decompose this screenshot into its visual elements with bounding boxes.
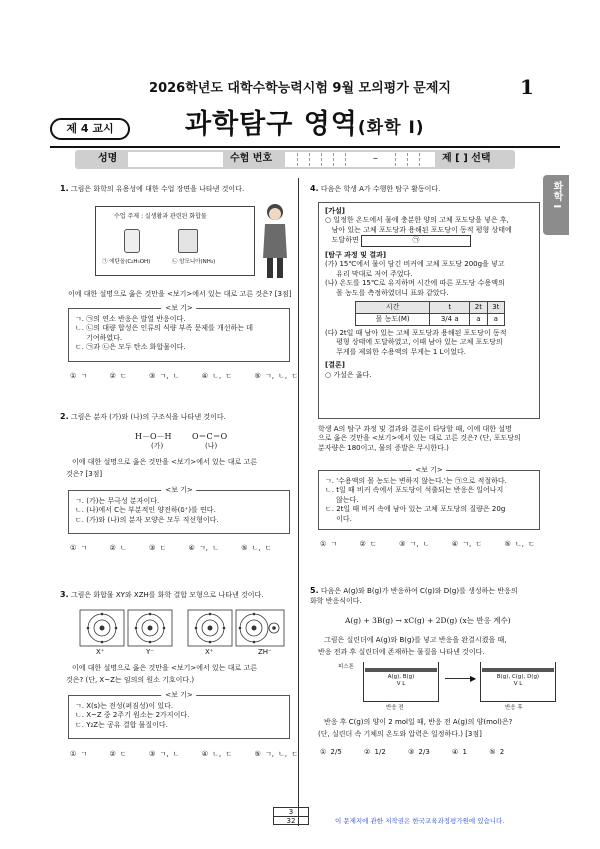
q2-choice[interactable]: ③ ㄷ <box>149 544 167 552</box>
q5-after-content: B(g), C(g), D(g) <box>496 674 540 680</box>
page-count-box <box>273 807 309 825</box>
q5-prompt-1: 반응 후 C(g)의 양이 2 mol일 때, 반응 전 A(g)의 양(mol)은? <box>324 718 513 726</box>
q1-bogi-box <box>68 304 290 362</box>
q4-table-head: 시간 <box>356 301 430 313</box>
q2-text: 그림은 분자 (가)와 (나)의 구조식을 나타낸 것이다. <box>70 413 226 421</box>
column-divider <box>298 178 299 826</box>
q4-hyp-line-3: 도달하면 <box>325 236 359 245</box>
q4-number: 4. <box>310 184 319 193</box>
q2-bogi-box <box>68 486 290 534</box>
q5-number: 5. <box>310 586 319 595</box>
q5-choice[interactable]: ⑤ 2 <box>489 748 505 756</box>
title-rule <box>50 146 560 148</box>
id-cell <box>419 153 429 166</box>
q2-choice[interactable]: ① ㄱ <box>70 544 88 552</box>
q4-concl: ○ 가설은 옳다. <box>325 370 372 379</box>
q4-hyp-line: ○ 일정한 온도에서 물에 충분한 양의 고체 포도당을 넣은 후, <box>325 216 509 225</box>
q4-choice[interactable]: ⑤ ㄴ, ㄷ <box>504 540 535 548</box>
q2-label-b: (나) <box>205 442 218 450</box>
q4-hyp-blank: ㉠ <box>361 235 471 246</box>
q5-desc-2: 반응 전과 후 실린더에 존재하는 물질을 나타낸 것이다. <box>318 648 485 656</box>
q4-proc-head: [탐구 과정 및 결과] <box>325 250 387 259</box>
q4-proc-line: 몰 농도를 측정하였더니 표와 같았다. <box>325 288 449 297</box>
copyright-notice: 이 문제지에 관한 저작권은 한국교육과정평가원에 있습니다. <box>335 817 505 825</box>
q4-table-head: t <box>430 301 470 313</box>
name-label: 성명 <box>98 153 118 164</box>
subject-title <box>185 107 425 143</box>
id-cell <box>309 153 319 166</box>
q5-choice[interactable]: ② 1/2 <box>364 748 386 756</box>
q3-ion-label: ZH⁻ <box>258 648 272 656</box>
q2-choice[interactable]: ② ㄴ <box>109 544 127 552</box>
exam-title: 2026학년도 대학수학능력시험 9월 모의평가 문제지 <box>149 81 451 96</box>
q5-after-label: 반응 후 <box>505 705 523 711</box>
q3-bogi-box <box>68 691 290 739</box>
q3-number: 3. <box>60 590 69 599</box>
q4-table-head: 3t <box>487 301 504 313</box>
id-label: 수험 번호 <box>230 153 273 164</box>
q5-text-1: 다음은 A(g)와 B(g)가 반응하여 C(g)와 D(g)를 생성하는 반응의 <box>320 587 518 595</box>
q4-inquiry-box <box>318 202 540 419</box>
q1-fig-item-a: ㉠ 에탄올(C₂H₅OH) <box>102 259 151 265</box>
q5-cylinder-before <box>363 662 439 702</box>
q5-before-content: A(g), B(g) <box>387 674 415 680</box>
q5-desc-1: 그림은 실린더에 A(g)와 B(g)를 넣고 반응을 완결시켰을 때, <box>324 636 507 644</box>
q1-number: 1. <box>60 184 69 193</box>
q4-proc-line: (나) 온도를 15℃로 유지하며 시간에 따른 포도당 수용액의 <box>325 279 505 288</box>
q1-fig-item-b: ㉡ 암모니아(NH₃) <box>172 259 216 265</box>
question-1 <box>60 184 290 195</box>
subject-sub: (화학 I) <box>357 118 425 138</box>
q5-cylinder-after <box>480 662 556 702</box>
id-cell <box>297 153 307 166</box>
q3-choice[interactable]: ⑤ ㄱ, ㄴ, ㄷ <box>254 750 299 758</box>
q4-table <box>355 301 505 326</box>
q2-choice[interactable]: ⑤ ㄴ, ㄷ <box>241 544 272 552</box>
q4-bogi-item: ㄱ. '수용액의 몰 농도는 변하지 않는다.'는 ㉠으로 적절하다. <box>325 477 507 485</box>
q4-choice[interactable]: ④ ㄱ, ㄷ <box>451 540 483 548</box>
q4-prompt-line: 으로 옳은 것만을 <보기>에서 있는 대로 고른 것은? (단, 포도당의 <box>318 434 521 443</box>
q2-label-a: (가) <box>151 442 164 450</box>
q1-text: 그림은 화학의 유용성에 대한 수업 장면을 나타낸 것이다. <box>70 185 245 193</box>
q5-choice[interactable]: ④ 1 <box>452 748 468 756</box>
q2-choices <box>70 544 290 553</box>
id-dash: – <box>373 153 378 164</box>
q4-bogi-box <box>318 466 540 530</box>
q4-concl-head: [결론] <box>325 361 345 370</box>
q3-bogi-title: <보 기> <box>161 691 196 700</box>
q1-figure <box>95 206 255 276</box>
q5-prompt-2: (단, 실린더 속 기체의 온도와 압력은 일정하다.) [3점] <box>318 730 482 738</box>
q4-prompt-line: 분자량은 180이고, 물의 증발은 무시한다.) <box>318 443 449 452</box>
q4-prompt-line: 학생 A의 탐구 과정 및 결과와 결론이 타당할 때, 이에 대한 설명 <box>318 425 512 433</box>
q2-bogi-item: ㄴ. (나)에서 C는 부분적인 양전하(δ⁺)를 띤다. <box>75 506 216 515</box>
q3-bogi-item: ㄴ. X~Z 중 2주기 원소는 2가지이다. <box>75 711 190 720</box>
q4-bogi-item: ㄷ. 2t일 때 비커 속에 남아 있는 고체 포도당의 질량은 20g <box>325 505 506 514</box>
q1-bogi-item: ㄱ. ㉠의 연소 반응은 발열 반응이다. <box>75 315 186 323</box>
q3-bogi-item: ㄱ. X(s)는 전성(펴짐성)이 있다. <box>75 702 174 710</box>
q4-proc-line: 평형 상태에 도달하였고, 이때 남아 있는 고체 포도당의 <box>325 338 503 347</box>
question-4 <box>310 184 540 195</box>
q5-after-vol: V L <box>513 681 523 688</box>
q1-choice[interactable]: ⑤ ㄱ, ㄴ, ㄷ <box>254 372 299 380</box>
id-cell <box>395 153 405 166</box>
choice-label: 제 [ ] 선택 <box>442 153 491 164</box>
page-total: 32 <box>286 817 296 825</box>
q4-table-cell: 3/4 a <box>430 313 470 325</box>
q4-bogi-title: <보 기> <box>411 466 446 475</box>
q4-choice[interactable]: ① ㄱ <box>320 540 338 548</box>
q2-struct-b: O＝C＝O <box>192 432 228 441</box>
q4-text: 다음은 학생 A가 수행한 탐구 활동이다. <box>320 185 441 193</box>
q4-table-cell: a <box>470 313 487 325</box>
q4-choice[interactable]: ③ ㄱ, ㄴ <box>399 540 430 548</box>
q4-bogi-item: ㄴ. t일 때 비커 속에서 포도당이 석출되는 반응은 일어나지 <box>325 486 504 495</box>
q2-bogi-item: ㄱ. (가)는 무극성 분자이다. <box>75 497 160 505</box>
id-cell <box>333 153 343 166</box>
side-tab-label: 화학 I <box>551 181 562 209</box>
q1-bogi-item: ㄴ. ㉡의 대량 합성은 인류의 식량 부족 문제를 개선하는 데 <box>75 324 254 333</box>
q3-choice[interactable]: ② ㄷ <box>109 750 127 758</box>
question-5 <box>310 586 545 606</box>
teacher-figure <box>255 200 295 280</box>
name-field[interactable] <box>128 152 223 167</box>
q4-choices <box>320 540 553 549</box>
id-cell <box>345 153 355 166</box>
q3-choice[interactable]: ④ ㄴ, ㄷ <box>201 750 233 758</box>
q4-bogi-item: 이다. <box>325 514 352 523</box>
q5-equation: A(g) + 3B(g) → xC(g) + 2D(g) (x는 반응 계수) <box>345 616 511 625</box>
q3-text: 그림은 화합물 XY와 XZH를 화학 결합 모형으로 나타낸 것이다. <box>70 591 264 599</box>
page-current: 3 <box>274 808 308 817</box>
q4-hyp-head: [가설] <box>325 207 345 215</box>
q3-bogi-item: ㄷ. Y₂Z는 공유 결합 물질이다. <box>75 720 168 729</box>
q1-bogi-item: ㄷ. ㉠과 ㉡은 모두 탄소 화합물이다. <box>75 343 186 352</box>
q2-number: 2. <box>60 412 69 421</box>
q1-prompt: 이에 대한 설명으로 옳은 것만을 <보기>에서 있는 대로 고른 것은? [3점] <box>68 290 292 298</box>
q2-choice[interactable]: ④ ㄱ, ㄴ <box>188 544 219 552</box>
q4-table-head: 2t <box>470 301 487 313</box>
q4-proc-line: (다) 2t일 때 남아 있는 고체 포도당과 용해된 포도당이 동적 <box>325 328 507 337</box>
q4-proc-line: 유리 막대로 저어 주었다. <box>325 269 413 278</box>
q5-choices <box>320 748 522 757</box>
q5-arrow-icon: ▶ <box>470 674 477 683</box>
q3-ion-label: Y⁻ <box>146 648 154 656</box>
q2-bogi-item: ㄷ. (가)와 (나)의 분자 모양은 모두 직선형이다. <box>75 515 219 524</box>
ammonia-bag-icon <box>178 229 198 253</box>
question-3 <box>60 590 295 601</box>
q4-choice[interactable]: ② ㄷ <box>359 540 377 548</box>
q1-bogi-title: <보 기> <box>161 304 196 313</box>
subject-name: 과학탐구 영역 <box>185 109 358 140</box>
q5-piston-label: 피스톤 <box>338 664 354 670</box>
q3-prompt-1: 이에 대한 설명으로 옳은 것만을 <보기>에서 있는 대로 고른 <box>72 664 258 672</box>
q1-fig-title: 수업 주제 : 실생활과 관련된 화합물 <box>114 213 207 220</box>
q4-table-cell: 몰 농도(M) <box>356 313 430 325</box>
subject-side-tab <box>543 175 569 235</box>
q1-choice[interactable]: ④ ㄴ, ㄷ <box>201 372 233 380</box>
question-2 <box>60 412 290 423</box>
q1-choice[interactable]: ③ ㄱ, ㄴ <box>149 372 180 380</box>
q3-choice[interactable]: ① ㄱ <box>70 750 88 758</box>
q1-choice[interactable]: ① ㄱ <box>70 372 88 380</box>
q3-choice[interactable]: ③ ㄱ, ㄴ <box>149 750 180 758</box>
ethanol-bottle-icon <box>124 229 140 253</box>
id-cell <box>321 153 331 166</box>
q2-bogi-title: <보 기> <box>161 486 196 495</box>
q4-proc-line: (가) 15℃에서 물이 담긴 비커에 고체 포도당 200g을 넣고 <box>325 260 505 269</box>
q4-prompt <box>318 425 543 453</box>
q3-ion-label: X⁺ <box>205 648 214 656</box>
period-badge: 제 4 교시 <box>50 118 130 140</box>
q2-prompt-1: 이에 대한 설명으로 옳은 것만을 <보기>에서 있는 대로 고른 <box>72 458 258 466</box>
q3-bond-models <box>78 608 288 656</box>
id-cell <box>407 153 417 166</box>
q4-hyp-line <box>325 235 533 246</box>
q4-bogi-item: 않는다. <box>325 495 359 504</box>
page-number: 1 <box>520 75 534 99</box>
q4-proc-line: 무게를 제외한 수용액의 무게는 1 L이었다. <box>325 347 467 356</box>
q1-choices <box>70 372 316 381</box>
q3-prompt-2: 것은? (단, X~Z는 임의의 원소 기호이다.) <box>66 676 195 684</box>
q3-ion-label: X⁺ <box>96 648 105 656</box>
q5-before-vol: V L <box>396 681 406 688</box>
q1-choice[interactable]: ② ㄷ <box>109 372 127 380</box>
q1-bogi-item: 기여하였다. <box>75 333 123 342</box>
q2-prompt-2: 것은? [3점] <box>66 470 103 478</box>
q4-table-cell: a <box>487 313 504 325</box>
q3-choices <box>70 750 316 759</box>
q5-before-label: 반응 전 <box>386 705 404 711</box>
q4-hyp-line: 남아 있는 고체 포도당과 용해된 포도당이 동적 평형 상태에 <box>325 225 512 234</box>
q5-choice[interactable]: ① 2/5 <box>320 748 342 756</box>
q2-struct-a: H－O－H <box>135 432 172 441</box>
q5-text-2: 화학 반응식이다. <box>310 596 362 605</box>
q5-choice[interactable]: ③ 2/3 <box>408 748 430 756</box>
